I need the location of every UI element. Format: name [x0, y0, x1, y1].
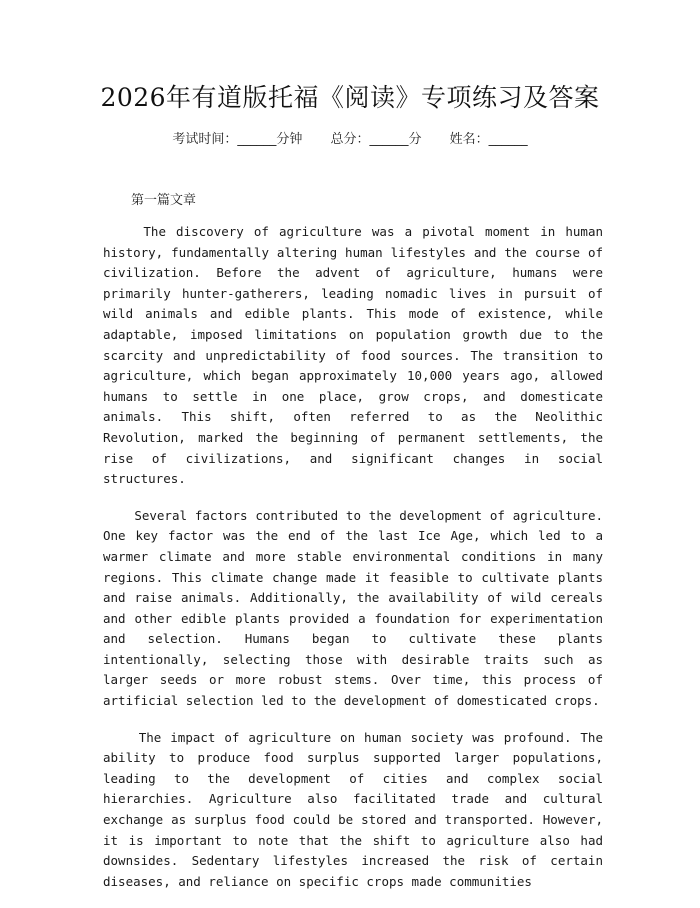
total-score-field: 总分：______分 — [330, 132, 422, 147]
article-body — [103, 222, 611, 908]
document-title: 2026年有道版托福《阅读》专项练习及答案 — [100, 83, 600, 112]
paragraph-2: Several factors contributed to the development of agriculture. One key factor was the end of the last Ice Age, which led to a warmer climate and more stable environmental conditions in many regions. This climate change made it feasible to cultivate plants and raise animals. Additionally, the availability of wild cereals and other edible plants provided a foundation for experimentation and selection. Humans began to cultivate these plants intentionally, selecting those with desirable traits such as larger seeds or more robust stems. Over time, this process of artificial selection led to the development of domesticated crops. — [103, 507, 611, 709]
exam-time-field: 考试时间：______分钟 — [172, 132, 303, 147]
exam-info-line — [0, 130, 700, 150]
student-name-field: 姓名：______ — [449, 132, 528, 147]
paragraph-3: The impact of agriculture on human society was profound. The ability to produce food surplus supported larger populations, leading to the development of cities and complex social hierarchies. Agriculture also facilitated trade and cultural exchange as surplus food could be stored and transported. However, it is important to note that the shift to agriculture also had downsides. Sedentary lifestyles increased the risk of certain diseases, and reliance on specific crops made communities — [103, 729, 611, 889]
section-heading: 第一篇文章 — [131, 193, 197, 208]
paragraph-1: The discovery of agriculture was a pivotal moment in human history, fundamentally altering human lifestyles and the course of civilization. Before the advent of agriculture, humans were primarily hunter-gatherers, leading nomadic lives in pursuit of wild animals and edible plants. This mode of existence, while adaptable, imposed limitations on population growth due to the scarcity and unpredictability of food sources. The transition to agriculture, which began approximately 10,000 years ago, allowed humans to settle in one place, grow crops, and domesticate animals. This shift, often referred to as the Neolithic Revolution, marked the beginning of permanent settlements, the rise of civilizations, and significant changes in social structures. — [103, 224, 611, 487]
